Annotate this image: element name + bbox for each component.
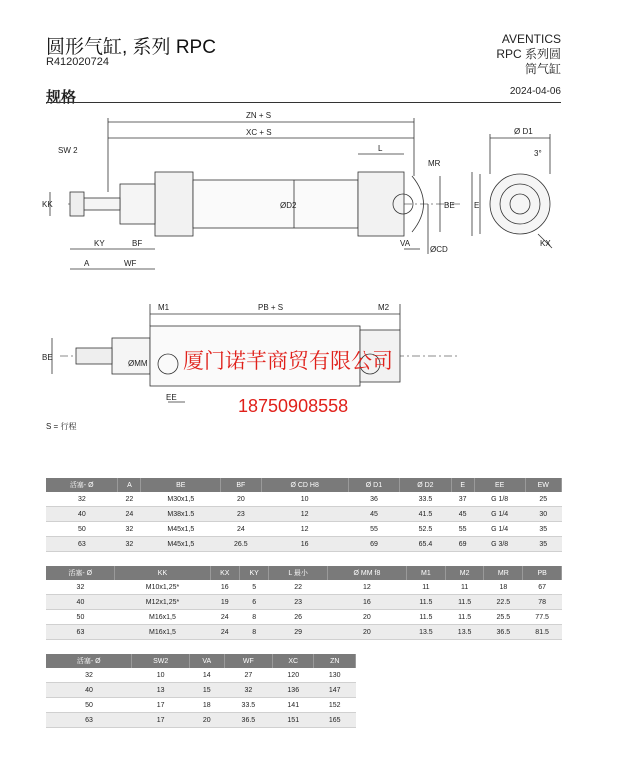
table-cell: 41.5 [400, 507, 451, 522]
table-header: VA [189, 654, 224, 668]
table-cell: 6 [239, 595, 268, 610]
table-header-row [46, 566, 562, 580]
table-cell: 45 [348, 507, 399, 522]
table-cell: 55 [451, 522, 474, 537]
table-cell: 20 [327, 610, 406, 625]
table-row [46, 625, 562, 640]
table-cell: 69 [451, 537, 474, 552]
table-cell: 11 [407, 580, 446, 595]
bf-label: BF [132, 239, 143, 248]
table-cell: 26.5 [221, 537, 261, 552]
table-header: ZN [314, 654, 356, 668]
table-cell: 32 [46, 492, 118, 507]
table-cell: 120 [273, 668, 314, 683]
table-cell: 50 [46, 610, 115, 625]
ky-label: KY [94, 239, 105, 248]
table-cell: 16 [327, 595, 406, 610]
brand-product: 筒气缸 [524, 62, 561, 76]
table-cell: 32 [46, 580, 115, 595]
table-row [46, 713, 356, 728]
table-cell: 20 [189, 713, 224, 728]
table-cell: 35 [525, 537, 561, 552]
table-cell: 32 [46, 668, 132, 683]
table-cell: 63 [46, 713, 132, 728]
table-header-row [46, 654, 356, 668]
table-row [46, 698, 356, 713]
table-cell: 32 [118, 522, 141, 537]
table-cell: 55 [348, 522, 399, 537]
table-header: PB [523, 566, 562, 580]
spec-table-3 [46, 654, 356, 728]
table-cell: 15 [189, 683, 224, 698]
table-cell: 11.5 [407, 595, 446, 610]
table-cell: 16 [261, 537, 348, 552]
table-header: Ø D2 [400, 478, 451, 492]
table-cell: 52.5 [400, 522, 451, 537]
table-cell: 30 [525, 507, 561, 522]
table-cell: 5 [239, 580, 268, 595]
table-header: WF [224, 654, 272, 668]
table-cell: 16 [210, 580, 239, 595]
m1-label: M1 [158, 303, 170, 312]
table-cell: M16x1,5 [115, 625, 210, 640]
table-cell: 11.5 [445, 610, 484, 625]
table-cell: 8 [239, 610, 268, 625]
table-row [46, 507, 562, 522]
table-cell: 141 [273, 698, 314, 713]
table-cell: 45 [451, 507, 474, 522]
kx-label: KX [540, 239, 551, 248]
table-cell: 50 [46, 698, 132, 713]
table-cell: 35 [525, 522, 561, 537]
table-cell: 63 [46, 625, 115, 640]
table-cell: 50 [46, 522, 118, 537]
table-cell: 25.5 [484, 610, 523, 625]
page-title: 圆形气缸, 系列 RPC [46, 37, 216, 58]
table-cell: 77.5 [523, 610, 562, 625]
table-header: MR [484, 566, 523, 580]
table-cell: 10 [261, 492, 348, 507]
brand-name: AVENTICS [501, 32, 561, 46]
xc-s-label: XC + S [246, 128, 272, 137]
table-header: Ø MM f8 [327, 566, 406, 580]
table-row [46, 595, 562, 610]
sw2-label: SW 2 [58, 146, 78, 155]
table-cell: 130 [314, 668, 356, 683]
table-cell: M12x1,25* [115, 595, 210, 610]
table-cell: 24 [221, 522, 261, 537]
a-label: A [84, 259, 90, 268]
kk-label: KK [42, 200, 53, 209]
table-header: KX [210, 566, 239, 580]
table-cell: 24 [210, 625, 239, 640]
table-cell: M16x1,5 [115, 610, 210, 625]
table-cell: 12 [261, 522, 348, 537]
table-cell: 20 [221, 492, 261, 507]
spec-table-1 [46, 478, 562, 552]
m2-label: M2 [378, 303, 390, 312]
angle-label: 3° [534, 149, 542, 158]
table-cell: M45x1,5 [141, 537, 221, 552]
table-cell: 22.5 [484, 595, 523, 610]
table-cell: 151 [273, 713, 314, 728]
stroke-note: S = 行程 [46, 422, 77, 431]
table-cell: 32 [224, 683, 272, 698]
wf-label: WF [124, 259, 137, 268]
table-cell: 40 [46, 507, 118, 522]
table-cell: 17 [132, 713, 189, 728]
table-cell: 13 [132, 683, 189, 698]
zn-s-label: ZN + S [246, 111, 272, 120]
table-row [46, 668, 356, 683]
table-cell: 36.5 [484, 625, 523, 640]
be-label: BE [444, 201, 455, 210]
table-header: BE [141, 478, 221, 492]
table-cell: 36 [348, 492, 399, 507]
table-cell: 22 [118, 492, 141, 507]
table-cell: 33.5 [400, 492, 451, 507]
table-cell: 24 [118, 507, 141, 522]
watermark-phone: 18750908558 [238, 396, 349, 416]
table-row [46, 683, 356, 698]
table-cell: 19 [210, 595, 239, 610]
table-header: A [118, 478, 141, 492]
table-row [46, 492, 562, 507]
section-heading: 规格 [46, 89, 77, 106]
table-cell: 78 [523, 595, 562, 610]
table-cell: 12 [327, 580, 406, 595]
table-cell: 11 [445, 580, 484, 595]
table-cell: 36.5 [224, 713, 272, 728]
table-cell: 18 [484, 580, 523, 595]
table-header: Ø D1 [348, 478, 399, 492]
table-cell: G 1/4 [474, 522, 525, 537]
table-cell: 8 [239, 625, 268, 640]
table-header: SW2 [132, 654, 189, 668]
table-header: Ø CD H8 [261, 478, 348, 492]
table-cell: 29 [269, 625, 328, 640]
table-header: 活塞- Ø [46, 478, 118, 492]
table-header: 活塞- Ø [46, 566, 115, 580]
table-row [46, 580, 562, 595]
table-cell: 63 [46, 537, 118, 552]
table-row [46, 522, 562, 537]
e-label: E [474, 201, 480, 210]
table-row [46, 537, 562, 552]
table-cell: 23 [269, 595, 328, 610]
table-header: M2 [445, 566, 484, 580]
table-header: XC [273, 654, 314, 668]
table-header: BF [221, 478, 261, 492]
table-cell: 165 [314, 713, 356, 728]
table-cell: 147 [314, 683, 356, 698]
table-cell: 12 [261, 507, 348, 522]
table-cell: 17 [132, 698, 189, 713]
table-cell: 81.5 [523, 625, 562, 640]
table-header-row [46, 478, 562, 492]
d2-label: ØD2 [280, 201, 297, 210]
be-side-label: BE [42, 353, 53, 362]
brand-block [496, 32, 561, 77]
table-header: KY [239, 566, 268, 580]
table-cell: 33.5 [224, 698, 272, 713]
table-cell: 136 [273, 683, 314, 698]
table-row [46, 610, 562, 625]
table-header: 活塞- Ø [46, 654, 132, 668]
table-cell: 37 [451, 492, 474, 507]
table-cell: 18 [189, 698, 224, 713]
table-cell: 22 [269, 580, 328, 595]
table-cell: 13.5 [445, 625, 484, 640]
table-header: M1 [407, 566, 446, 580]
table-cell: 11.5 [407, 610, 446, 625]
table-cell: G 3/8 [474, 537, 525, 552]
mm-label: ØMM [128, 359, 148, 368]
table-cell: 25 [525, 492, 561, 507]
part-number: R412020724 [46, 56, 110, 68]
table-cell: M30x1,5 [141, 492, 221, 507]
watermark-company: 厦门诺芊商贸有限公司 [183, 350, 393, 373]
document-date: 2024-04-06 [509, 86, 561, 97]
table-cell: M45x1,5 [141, 522, 221, 537]
table-cell: 23 [221, 507, 261, 522]
table-cell: 67 [523, 580, 562, 595]
spec-table-2 [46, 566, 562, 640]
table-header: EE [474, 478, 525, 492]
table-header: KK [115, 566, 210, 580]
section-rule [46, 102, 561, 103]
table-cell: G 1/8 [474, 492, 525, 507]
table-cell: 40 [46, 595, 115, 610]
table-cell: 27 [224, 668, 272, 683]
table-cell: M10x1,25* [115, 580, 210, 595]
table-cell: 152 [314, 698, 356, 713]
mr-label: MR [428, 159, 441, 168]
table-header: L 最小 [269, 566, 328, 580]
table-cell: 32 [118, 537, 141, 552]
table-cell: 20 [327, 625, 406, 640]
table-cell: 11.5 [445, 595, 484, 610]
d1-label: Ø D1 [514, 127, 533, 136]
table-cell: 24 [210, 610, 239, 625]
table-cell: M38x1.5 [141, 507, 221, 522]
table-cell: 65.4 [400, 537, 451, 552]
pb-s-label: PB + S [258, 303, 284, 312]
cd-label: ØCD [430, 245, 448, 254]
va-label: VA [400, 239, 411, 248]
table-cell: 40 [46, 683, 132, 698]
table-cell: 69 [348, 537, 399, 552]
l-label: L [378, 144, 383, 153]
table-cell: 13.5 [407, 625, 446, 640]
ee-label: EE [166, 393, 177, 402]
table-cell: 10 [132, 668, 189, 683]
table-header: EW [525, 478, 561, 492]
brand-series: RPC 系列圆 [496, 47, 561, 61]
table-cell: 26 [269, 610, 328, 625]
table-cell: G 1/4 [474, 507, 525, 522]
table-cell: 14 [189, 668, 224, 683]
table-header: E [451, 478, 474, 492]
